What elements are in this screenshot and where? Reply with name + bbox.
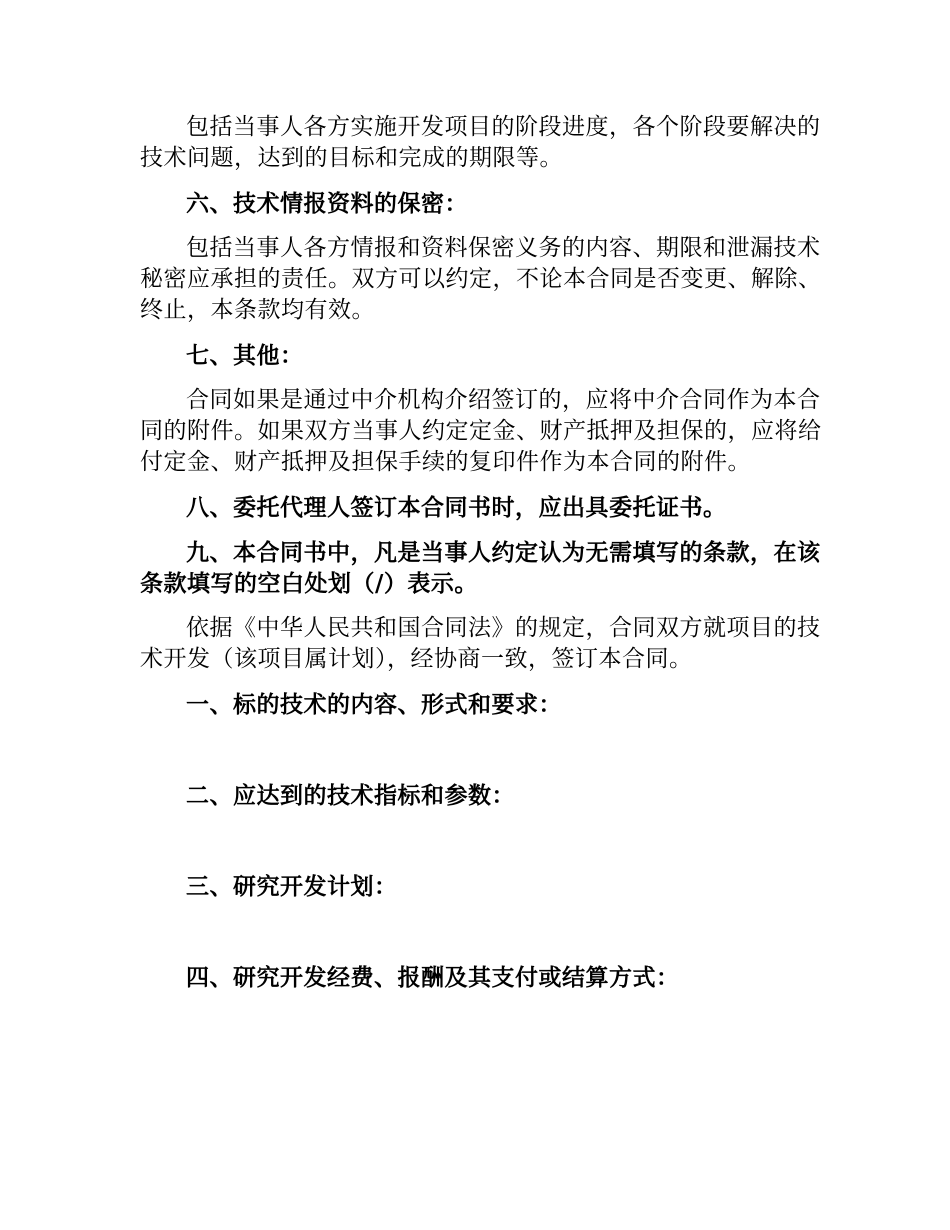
- section-rd-plan: 三、研究开发计划：: [186, 873, 398, 900]
- paragraph-confidentiality: 包括当事人各方情报和资料保密义务的内容、期限和泄漏技术秘密应承担的责任。双方可以约定，不论本合同是否变更、解除、终止，本条款均有效。: [140, 235, 822, 323]
- paragraph-other: 合同如果是通过中介机构介绍签订的，应将中介合同作为本合同的附件。如果双方当事人约定定金、财产抵押及担保的，应将给付定金、财产抵押及担保手续的复印件作为本合同的附件。: [140, 387, 822, 475]
- heading-blank-clauses: 九、本合同书中，凡是当事人约定认为无需填写的条款，在该条款填写的空白处划（/）表示。: [140, 539, 821, 597]
- document-page: [140, 112, 830, 993]
- section-technical-indicators: 二、应达到的技术指标和参数：: [186, 782, 515, 809]
- section-subject-technology: 一、标的技术的内容、形式和要求：: [186, 691, 562, 718]
- heading-agent-signing: 八、委托代理人签订本合同书时，应出具委托证书。: [186, 494, 727, 521]
- heading-other: 七、其他：: [186, 342, 304, 369]
- paragraph-schedule: 包括当事人各方实施开发项目的阶段进度，各个阶段要解决的技术问题，达到的目标和完成的期限等。: [140, 114, 821, 171]
- paragraph-legal-basis: 依据《中华人民共和国合同法》的规定，合同双方就项目的技术开发（该项目属计划），经协商一致，签订本合同。: [140, 615, 821, 672]
- section-rd-funding: 四、研究开发经费、报酬及其支付或结算方式：: [186, 964, 680, 991]
- heading-confidentiality: 六、技术情报资料的保密：: [186, 190, 468, 217]
